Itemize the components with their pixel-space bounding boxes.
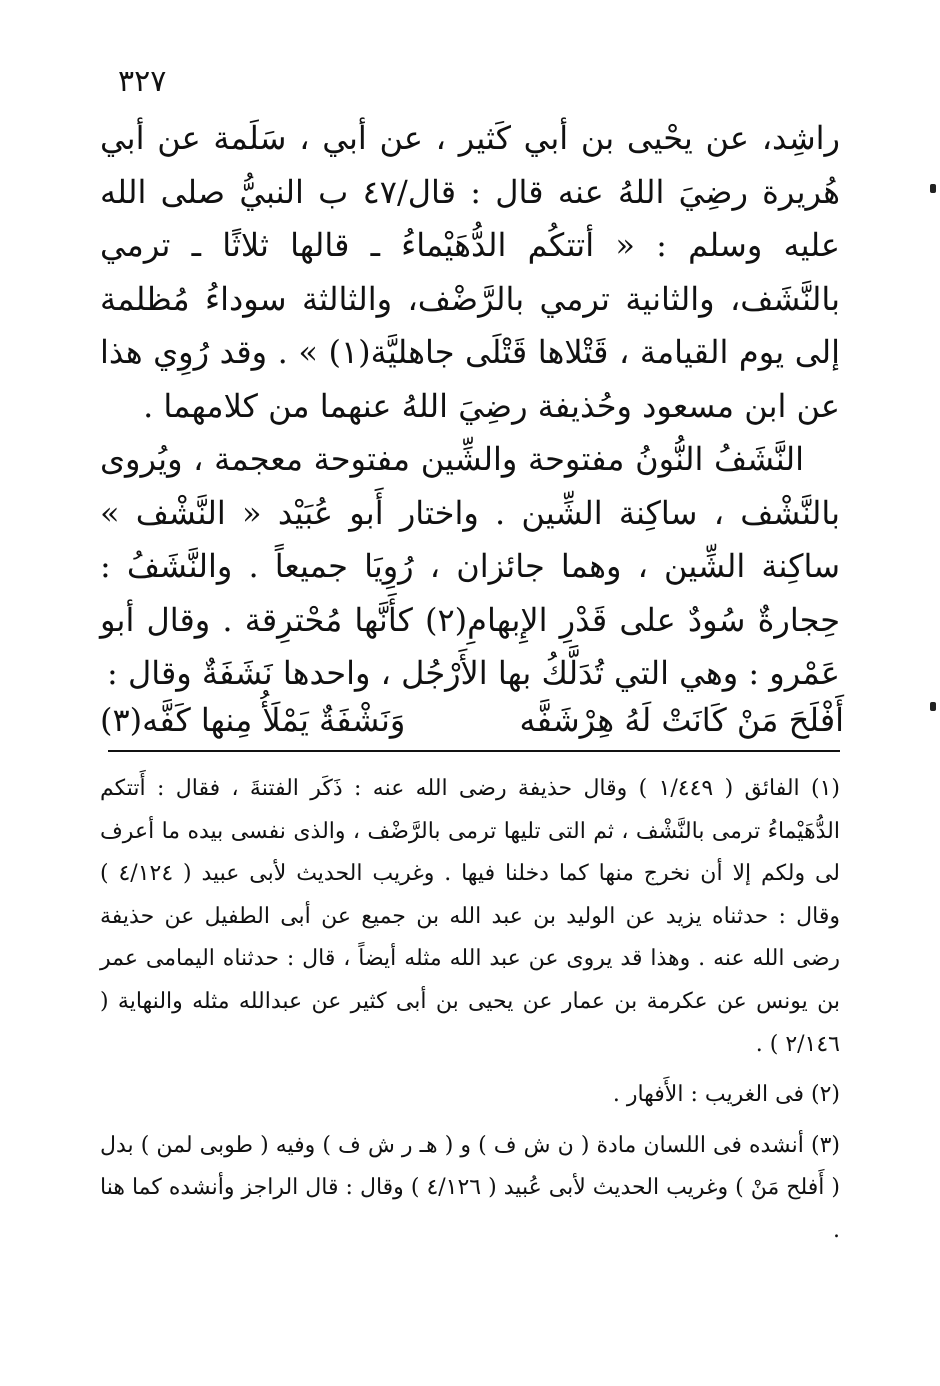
footnote-separator [108,750,840,752]
main-paragraph-1: راشِد، عن يحْيى بن أبي كَثير ، عن أبي ، سَلَمة عن أبي هُريرة رضِيَ اللهُ عنه قال : قال/٤٧ ب النبيُّ صلى الله عليه وسلم : « أتتكُم الدُّهَيْماءُ ـ قالها ثلاثًا ـ ترمي بالنَّشَف، والثانية ترمي بالرَّضْف، والثالثة سوداءُ مُظلمة إلى يوم القيامة ، قَتْلاها قَتْلَى جاهليَّة(١) » . وقد رُوِي هذا عن ابن مسعود وحُذيفة رضِيَ اللهُ عنهما من كلامهما . [100,119,841,425]
poetry-verse [100,698,844,742]
footnote-3: (٣) أنشده فى اللسان مادة ( ن ش ف ) و ( هـ ر ش ف ) وفيه ( طوبى لمن ) بدل ( أَفلح مَنْ ) وغريب الحديث لأبى عُبيد ( ٤/١٢٦ ) وقال : قال الراجز وأنشده كما هنا . [100,1132,840,1243]
main-text [100,112,840,701]
margin-mark [930,184,936,193]
margin-mark [930,702,936,711]
verse-second-hemistich: وَنَشْفَةٌ يَمْلَأُ مِنها كَفَّه(٣) [100,701,406,739]
footnote-2: (٢) فى الغريب : الأَفهار . [612,1082,840,1108]
page-number: ٣٢٧ [118,64,167,99]
verse-first-hemistich: أَفْلَحَ مَنْ كَانَتْ لَهُ هِرْشَفَّه [519,701,844,739]
footnotes [100,768,840,1261]
footnote-1: (١) الفائق ( ١/٤٤٩ ) وقال حذيفة رضى الله عنه : ذَكَر الفتنةَ ، فقال : أَتتكم الدُّهَيْماءُ ترمى بالنَّشْف ، ثم التى تليها ترمى بالرَّضْف ، والذى نفسى بيده ما أعرف لى ولكم إلا أن نخرج منها كما دخلنا فيها . وغريب الحديث لأبى عبيد ( ٤/١٢٤ ) وقال : حدثناه يزيد عن الوليد بن عبد الله بن جميع عن أبى الطفيل عن حذيفة رضى الله عنه . وهذا قد يروى عن عبد الله مثله أيضاً ، قال : حدثناه اليمامى عمر بن يونس عن عكرمة بن عمار عن يحيى بن أبى كثير عن عبدالله مثله والنهاية ( ٢/١٤٦ ) . [100,776,841,1057]
main-paragraph-2: النَّشَفُ النُّونُ مفتوحة والشِّين مفتوحة معجمة ، ويُروى بالنَّشْف ، ساكِنة الشِّين . واختار أَبو عُبَيْد « النَّشْف » ساكِنة الشِّين ، وهما جائزان ، رُوِيَا جميعاً . والنَّشَفُ : حِجارةٌ سُودٌ على قَدْرِ الإِبهامِ(٢) كأَنَّها مُحْترِقة . وقال أبو عَمْرو : وهي التي تُدَلَّكُ بها الأَرْجُل ، واحدها نَشَفَةٌ وقال : [100,440,841,692]
